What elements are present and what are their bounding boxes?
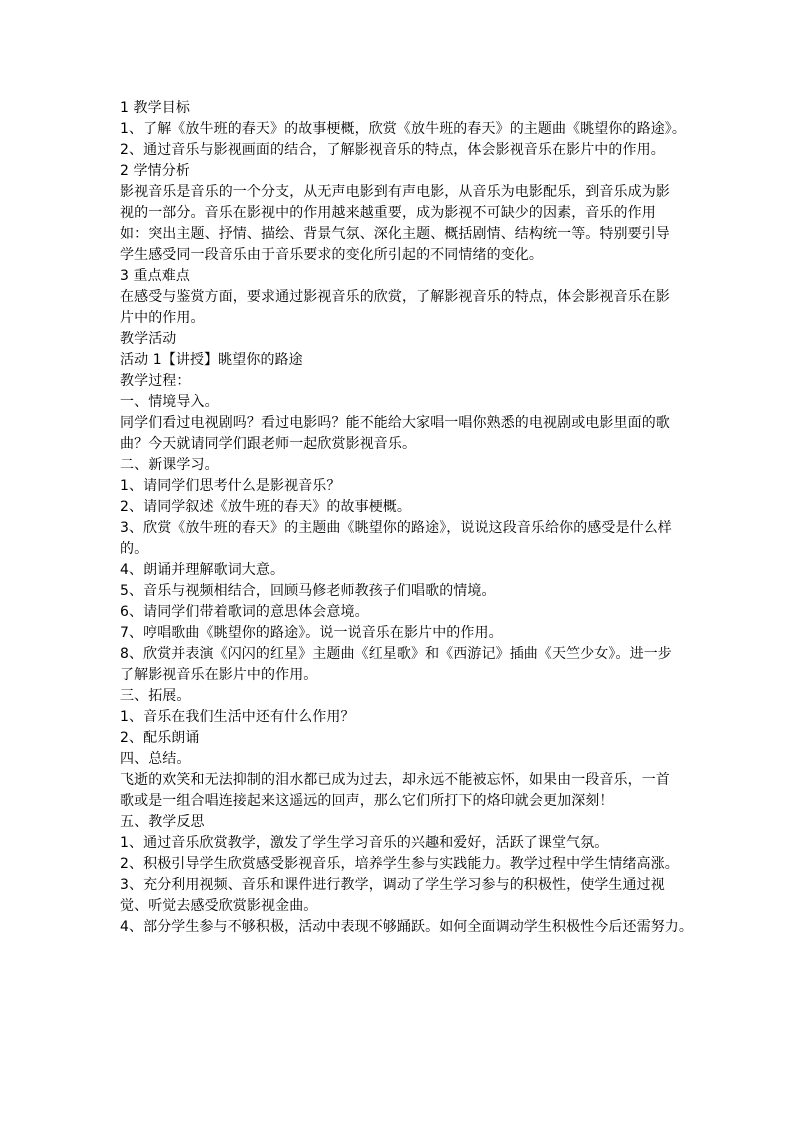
section-reflection: 五、教学反思	[120, 814, 205, 830]
heading-teaching-activities: 教学活动	[120, 331, 177, 347]
reflection-item-1: 1、通过音乐欣赏教学，激发了学生学习音乐的兴趣和爱好，活跃了课堂气氛。	[120, 835, 609, 851]
lesson-step-4: 4、朗诵并理解歌词大意。	[120, 562, 285, 578]
lesson-step-3: 3、欣赏《放牛班的春天》的主题曲《眺望你的路途》，说说这段音乐给你的感受是什么样的。	[120, 520, 672, 557]
section-summary: 四、总结。	[120, 751, 191, 767]
lesson-step-6: 6、请同学们带着歌词的意思体会意境。	[120, 604, 369, 620]
key-difficulties-paragraph: 在感受与鉴赏方面，要求通过影视音乐的欣赏，了解影视音乐的特点，体会影视音乐在影片中的作用。	[120, 289, 670, 326]
lesson-step-2: 2、请同学叙述《放牛班的春天》的故事梗概。	[120, 499, 412, 515]
heading-key-difficulties: 3 重点难点	[120, 268, 190, 284]
heading-student-analysis: 2 学情分析	[120, 163, 190, 179]
lesson-step-7: 7、哼唱歌曲《眺望你的路途》。说一说音乐在影片中的作用。	[120, 625, 503, 641]
intro-paragraph: 同学们看过电视剧吗？看过电影吗？能不能给大家唱一唱你熟悉的电视剧或电影里面的歌曲？今天就请同学们跟老师一起欣赏影视音乐。	[120, 415, 670, 452]
section-new-lesson: 二、新课学习。	[120, 457, 219, 473]
document-body	[120, 98, 694, 938]
reflection-item-3: 3、充分利用视频、音乐和课件进行教学，调动了学生学习参与的积极性，使学生通过视觉、听觉去感受欣赏影视金曲。	[120, 877, 665, 914]
goal-item-1: 1、了解《放牛班的春天》的故事梗概，欣赏《放牛班的春天》的主题曲《眺望你的路途》。	[120, 121, 687, 137]
lesson-step-1: 1、请同学们思考什么是影视音乐？	[120, 478, 341, 494]
lesson-step-5: 5、音乐与视频相结合，回顾马修老师教孩子们唱歌的情境。	[120, 583, 496, 599]
student-analysis-paragraph: 影视音乐是音乐的一个分支，从无声电影到有声电影，从音乐为电影配乐，到音乐成为影视的一部分。音乐在影视中的作用越来越重要，成为影视不可缺少的因素，音乐的作用如：突出主题、抒情、描绘、背景气氛、深化主题、概括剧情、结构统一等。特别要引导学生感受同一段音乐由于音乐要求的变化所引起的不同情绪的变化。	[120, 184, 670, 263]
heading-teaching-process: 教学过程：	[120, 373, 191, 389]
reflection-item-4: 4、部分学生参与不够积极，活动中表现不够踊跃。如何全面调动学生积极性今后还需努力。	[120, 919, 694, 935]
lesson-step-8: 8、欣赏并表演《闪闪的红星》主题曲《红星歌》和《西游记》插曲《天竺少女》。进一步了解影视音乐在影片中的作用。	[120, 646, 672, 683]
goal-item-2: 2、通过音乐与影视画面的结合，了解影视音乐的特点，体会影视音乐在影片中的作用。	[120, 142, 665, 158]
heading-teaching-goals: 1 教学目标	[120, 100, 190, 116]
activity-title: 活动 1【讲授】眺望你的路途	[120, 352, 303, 368]
extension-item-1: 1、音乐在我们生活中还有什么作用？	[120, 709, 355, 725]
extension-item-2: 2、配乐朗诵	[120, 730, 200, 746]
reflection-item-2: 2、积极引导学生欣赏感受影视音乐，培养学生参与实践能力。教学过程中学生情绪高涨。	[120, 856, 679, 872]
section-intro: 一、情境导入。	[120, 394, 219, 410]
summary-paragraph: 飞逝的欢笑和无法抑制的泪水都已成为过去，却永远不能被忘怀，如果由一段音乐，一首歌或是一组合唱连接起来这遥远的回声，那么它们所打下的烙印就会更加深刻！	[120, 772, 670, 809]
section-extension: 三、拓展。	[120, 688, 191, 704]
